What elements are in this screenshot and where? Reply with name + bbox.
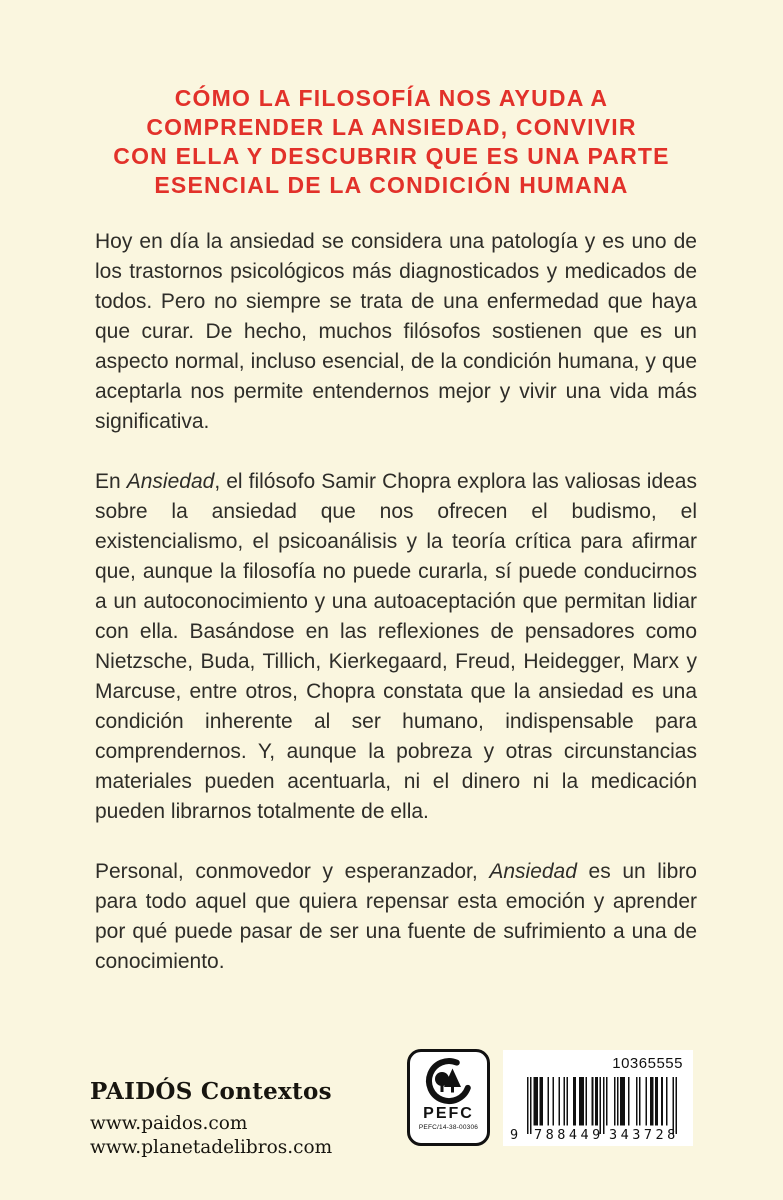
pefc-trees-icon [424,1056,474,1106]
body-paragraph [95,467,697,827]
book-title-emphasis: Ansiedad [126,470,215,493]
pefc-label: PEFC [423,1105,474,1122]
paragraph-text: es un libro para todo aquel que quiera repensar esta emoción y aprender por qué puede pasar de ser una fuente de sufrimiento a una de conocimiento. [95,860,697,973]
pefc-code: PEFC/14-38-00306 [418,1124,479,1131]
pefc-badge [407,1049,490,1146]
paragraph-text: , el filósofo Samir Chopra explora las valiosas ideas sobre la ansiedad que nos ofrecen el budismo, el existencialismo, el psicoanálisis y la teoría crítica para afirmar que, aunque la filosofía no puede curarla, sí puede conducirnos a un autoconocimiento y una autoaceptación que permitan lidiar con ella. Basándose en las reflexiones de pensadores como Nietzsche, Buda, Tillich, Kierkegaard, Freud, Heidegger, Marx y Marcuse, entre otros, Chopra constata que la ansiedad es una condición inherente al ser humano, indispensable para comprendernos. Y, aunque la pobreza y otras circunstancias materiales pueden acentuarla, ni el dinero ni la medicación pueden librarnos totalmente de ella. [95,470,697,823]
isbn-digit-group: 788449 [534,1127,604,1143]
body-paragraph [95,227,697,437]
barcode-bars-icon [527,1077,677,1134]
paragraph-text: Personal, conmovedor y esperanzador, [95,860,490,883]
paragraph-text: En [95,470,127,493]
barcode-digits [503,1128,693,1143]
barcode [503,1050,693,1146]
website-url: www.planetadelibros.com [90,1137,333,1158]
headline-line: CON ELLA Y DESCUBRIR QUE ES UNA PARTE [113,143,670,169]
isbn-digit-group: 343728 [609,1127,679,1143]
imprint-logo: PAIDÓS Contextos [90,1078,332,1105]
headline-line: CÓMO LA FILOSOFÍA NOS AYUDA A [174,85,609,111]
headline [40,84,743,200]
barcode-top-number: 10365555 [612,1055,683,1072]
isbn-prefix-digit: 9 [510,1127,519,1143]
body-paragraph [95,857,697,977]
headline-line: COMPRENDER LA ANSIEDAD, CONVIVIR [146,114,637,140]
website-url: www.paidos.com [90,1113,248,1134]
book-title-emphasis: Ansiedad [489,860,577,883]
headline-line: ESENCIAL DE LA CONDICIÓN HUMANA [154,172,629,198]
paragraph-text: Hoy en día la ansiedad se considera una patología y es uno de los trastornos psicológicos más diagnosticados y medicados de todos. Pero no siempre se trata de una enfermedad que haya que curar. De hecho, muchos filósofos sostienen que es un aspecto normal, incluso esencial, de la condición humana, y que aceptarla nos permite entendernos mejor y vivir una vida más significativa. [95,230,697,433]
synopsis-text [95,227,697,1007]
publisher-block [90,1078,332,1160]
